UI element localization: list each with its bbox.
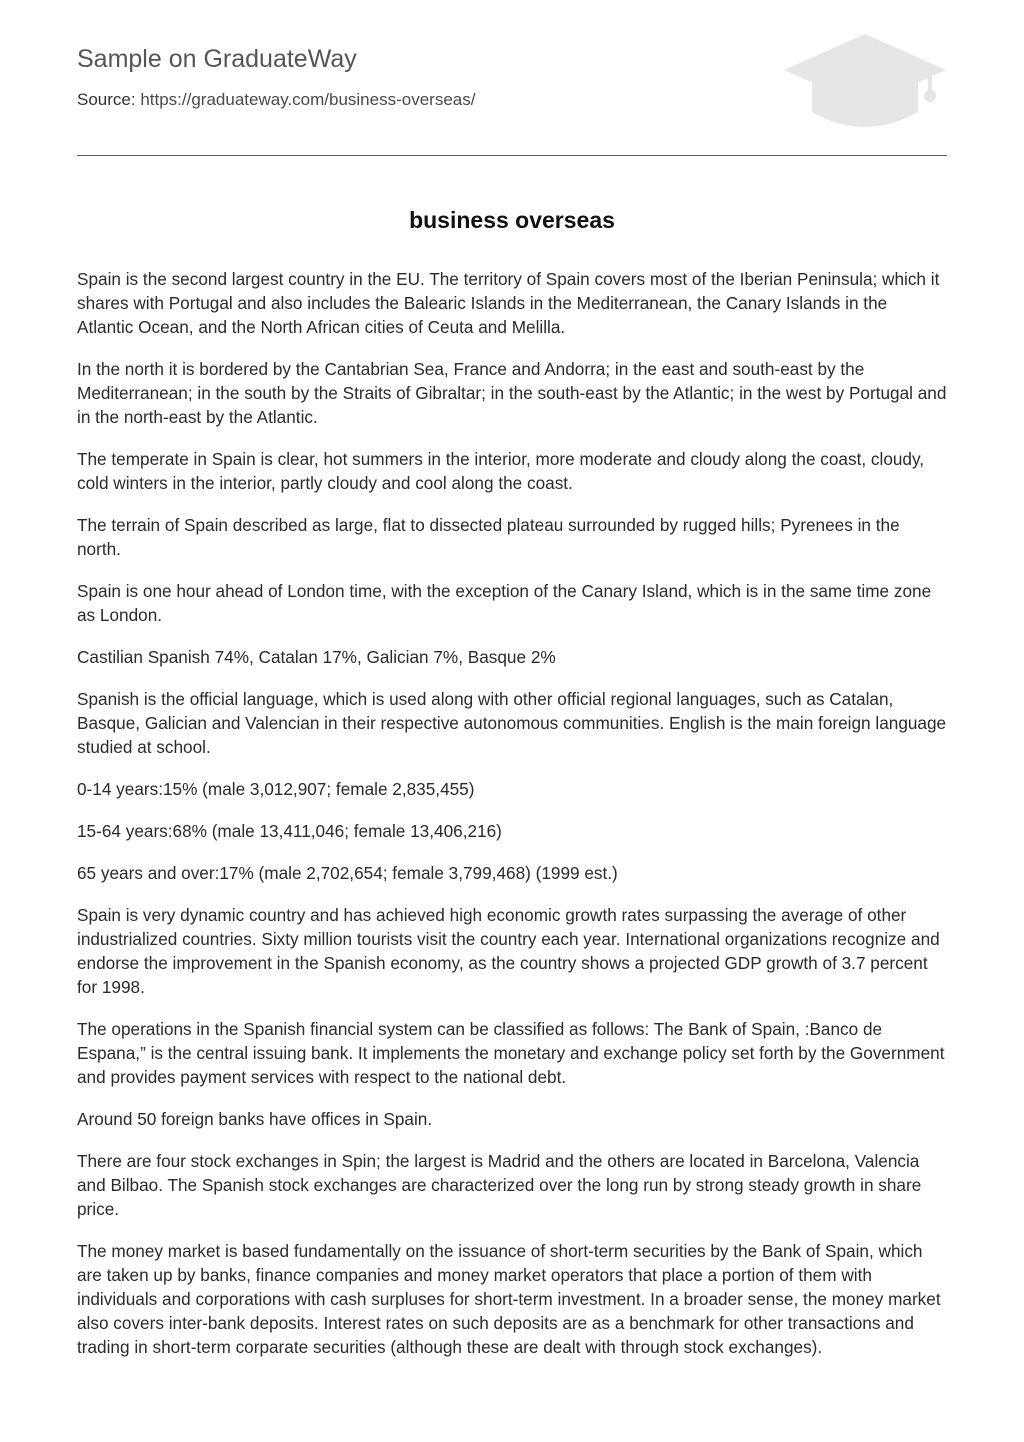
paragraph: Castilian Spanish 74%, Catalan 17%, Galician 7%, Basque 2% bbox=[77, 647, 556, 667]
graduation-cap-icon bbox=[780, 30, 950, 135]
paragraph: Spain is very dynamic country and has achieved high economic growth rates surpassing the average of other industrialized countries. Sixty million tourists visit the country each year. International organizations recognize and endorse the improvement in the Spanish economy, as the country shows a projected GDP growth of 3.7 percent for 1998. bbox=[77, 905, 940, 997]
paragraph: Spanish is the official language, which is used along with other official regional languages, such as Catalan, Basque, Galician and Valencian in their respective autonomous communities. English is the main foreign language studied at school. bbox=[77, 689, 947, 757]
site-name: Sample on GraduateWay bbox=[77, 45, 357, 73]
article-title: business overseas bbox=[409, 207, 615, 233]
paragraph: Spain is one hour ahead of London time, with the exception of the Canary Island, which is in the same time zone as London. bbox=[77, 581, 932, 625]
source-label: Source: bbox=[77, 90, 136, 109]
source-line bbox=[77, 89, 475, 111]
header-divider bbox=[77, 155, 947, 156]
paragraph: The operations in the Spanish financial system can be classified as follows: The Bank of Spain, :Banco de Espana,” is the central issuing bank. It implements the monetary and exchange policy set forth by the Government and provides payment services with respect to the national debt. bbox=[77, 1019, 945, 1087]
paragraph: Around 50 foreign banks have offices in Spain. bbox=[77, 1109, 433, 1129]
paragraph: Spain is the second largest country in the EU. The territory of Spain covers most of the Iberian Peninsula; which it shares with Portugal and also includes the Balearic Islands in the Mediterranean, the Canary Islands in the Atlantic Ocean, and the North African cities of Ceuta and Melilla. bbox=[77, 269, 940, 337]
paragraph: 15-64 years:68% (male 13,411,046; female 13,406,216) bbox=[77, 821, 502, 841]
paragraph: The temperate in Spain is clear, hot summers in the interior, more moderate and cloudy along the coast, cloudy, cold winters in the interior, partly cloudy and cool along the coast. bbox=[77, 449, 925, 493]
paragraph: In the north it is bordered by the Cantabrian Sea, France and Andorra; in the east and south-east by the Mediterranean; in the south by the Straits of Gibraltar; in the south-east by the Atlantic; in the west by Portugal and in the north-east by the Atlantic. bbox=[77, 359, 947, 427]
page-header bbox=[77, 0, 947, 156]
source-link[interactable]: https://graduateway.com/business-overseas/ bbox=[140, 90, 476, 109]
paragraph: 65 years and over:17% (male 2,702,654; female 3,799,468) (1999 est.) bbox=[77, 863, 618, 883]
paragraph: 0-14 years:15% (male 3,012,907; female 2,835,455) bbox=[77, 779, 475, 799]
article-body bbox=[77, 267, 947, 1377]
paragraph: There are four stock exchanges in Spin; the largest is Madrid and the others are located in Barcelona, Valencia and Bilbao. The Spanish stock exchanges are characterized over the long run by strong steady growth in share price. bbox=[77, 1151, 922, 1219]
paragraph: The terrain of Spain described as large, flat to dissected plateau surrounded by rugged hills; Pyrenees in the north. bbox=[77, 515, 900, 559]
paragraph: The money market is based fundamentally on the issuance of short-term securities by the Bank of Spain, which are taken up by banks, finance companies and money market operators that place a portion of them with individuals and corporations with cash surpluses for short-term investment. In a broader sense, the money market also covers inter-bank deposits. Interest rates on such deposits are as a benchmark for other transactions and trading in short-term corparate securities (although these are dealt with through stock exchanges). bbox=[77, 1241, 941, 1357]
